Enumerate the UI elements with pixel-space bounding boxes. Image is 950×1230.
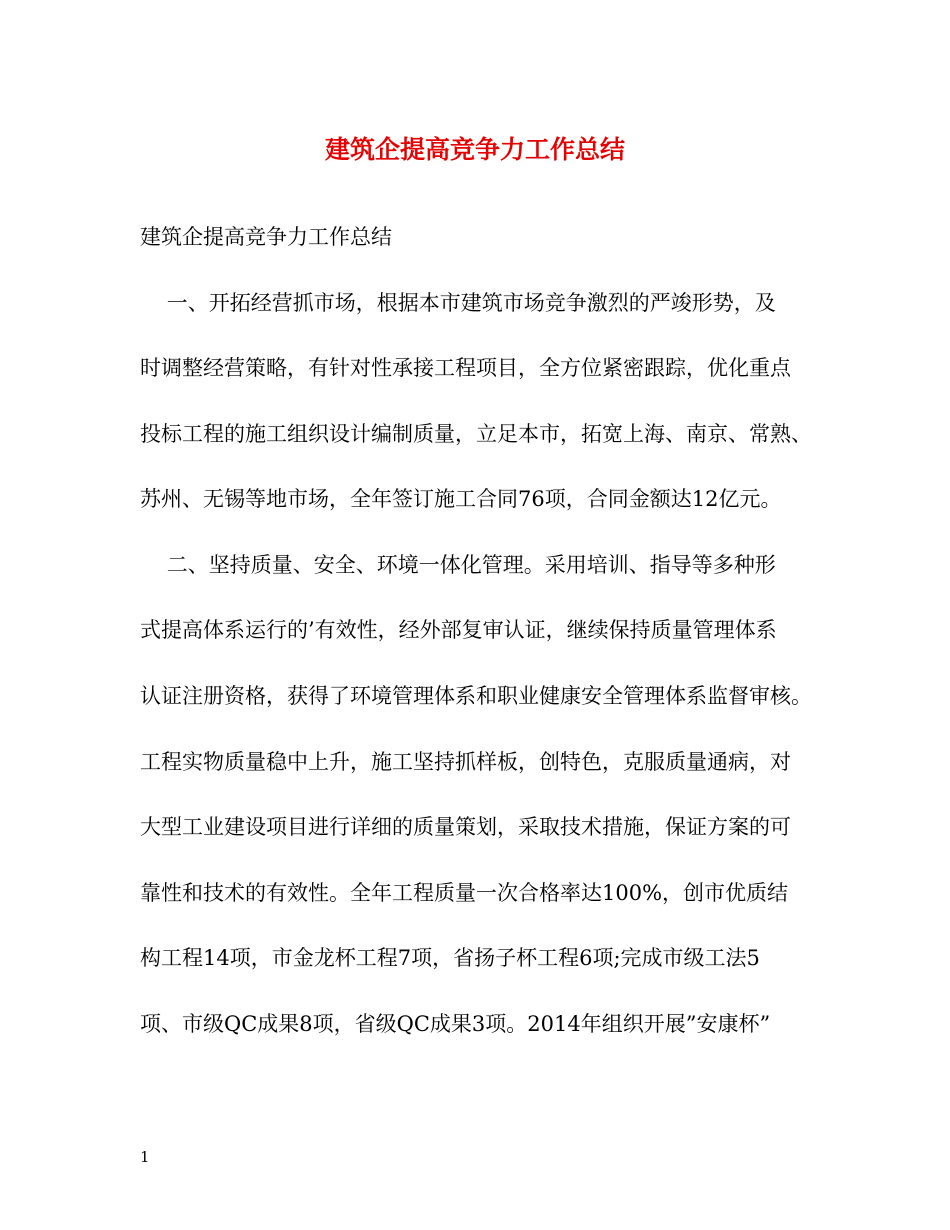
body-line: 建筑企提高竞争力工作总结 — [140, 225, 392, 249]
body-line: 靠性和技术的有效性。全年工程质量一次合格率达100%，创市优质结 — [140, 881, 789, 905]
body-line: 一、开拓经营抓市场，根据本市建筑市场竞争激烈的严竣形势，及 — [140, 291, 776, 315]
body-line: 大型工业建设项目进行详细的质量策划，采取技术措施，保证方案的可 — [140, 815, 791, 839]
body-line: 时调整经营策略，有针对性承接工程项目，全方位紧密跟踪，优化重点 — [140, 356, 791, 380]
body-line: 投标工程的施工组织设计编制质量，立足本市，拓宽上海、南京、常熟、 — [140, 422, 812, 446]
body-line: 二、坚持质量、安全、环境一体化管理。采用培训、指导等多种形 — [140, 553, 776, 577]
body-line: 苏州、无锡等地市场，全年签订施工合同76项，合同金额达12亿元。 — [140, 487, 782, 511]
body-line: 认证注册资格，获得了环境管理体系和职业健康安全管理体系监督审核。 — [140, 684, 812, 708]
page-number: 1 — [140, 1148, 150, 1166]
body-line: 项、市级QC成果8项，省级QC成果3项。2014年组织开展”安康杯” — [140, 1012, 771, 1036]
document-title: 建筑企提高竞争力工作总结 — [324, 135, 625, 164]
body-line: 式提高体系运行的’有效性，经外部复审认证，继续保持质量管理体系 — [140, 618, 777, 642]
body-line: 构工程14项，市金龙杯工程7项，省扬子杯工程6项;完成市级工法5 — [140, 946, 760, 970]
body-line: 工程实物质量稳中上升，施工坚持抓样板，创特色，克服质量通病，对 — [140, 750, 791, 774]
